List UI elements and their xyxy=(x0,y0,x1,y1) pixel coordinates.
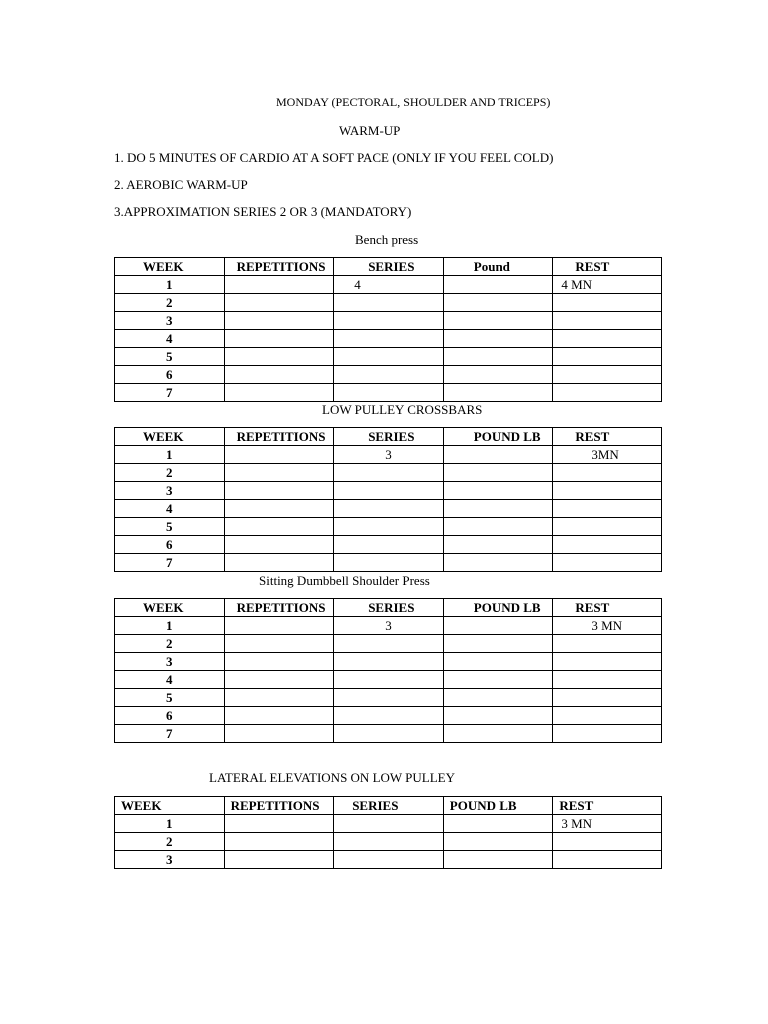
warmup-step-2: 2. AEROBIC WARM-UP xyxy=(114,177,248,192)
week-cell: 4 xyxy=(115,500,225,518)
week-cell: 1 xyxy=(115,276,225,294)
repetitions-cell[interactable] xyxy=(224,446,334,464)
table-row xyxy=(115,482,662,500)
series-cell[interactable] xyxy=(334,707,444,725)
table-row xyxy=(115,500,662,518)
week-cell: 5 xyxy=(115,518,225,536)
pound-cell[interactable] xyxy=(443,312,553,330)
header-rest: REST xyxy=(553,599,662,617)
rest-cell[interactable] xyxy=(553,330,662,348)
table-row xyxy=(115,384,662,402)
repetitions-cell[interactable] xyxy=(224,464,334,482)
rest-cell[interactable]: 3 MN xyxy=(553,617,662,635)
table-row xyxy=(115,536,662,554)
header-pound: Pound xyxy=(443,258,553,276)
series-cell[interactable] xyxy=(334,815,444,833)
rest-cell[interactable]: 3 MN xyxy=(553,815,662,833)
table-row xyxy=(115,348,662,366)
table-row xyxy=(115,833,662,851)
warmup-step-3: 3.APPROXIMATION SERIES 2 OR 3 (MANDATORY) xyxy=(114,204,412,219)
warmup-step-1: 1. DO 5 MINUTES OF CARDIO AT A SOFT PACE (ONLY IF YOU FEEL COLD) xyxy=(114,150,554,165)
table-row xyxy=(115,653,662,671)
series-cell[interactable] xyxy=(334,554,444,572)
week-cell: 6 xyxy=(115,707,225,725)
series-cell[interactable] xyxy=(334,312,444,330)
header-week: WEEK xyxy=(115,797,225,815)
pound-cell[interactable] xyxy=(443,518,553,536)
table-row xyxy=(115,276,662,294)
pound-cell[interactable] xyxy=(443,294,553,312)
series-cell[interactable] xyxy=(334,851,444,869)
week-cell: 1 xyxy=(115,617,225,635)
low-pulley-crossbars-table xyxy=(114,427,662,572)
series-cell[interactable]: 3 xyxy=(334,617,444,635)
header-repetitions: REPETITIONS xyxy=(224,258,334,276)
week-cell: 6 xyxy=(115,536,225,554)
table-row xyxy=(115,707,662,725)
rest-cell[interactable] xyxy=(553,518,662,536)
table-row xyxy=(115,815,662,833)
rest-cell[interactable]: 4 MN xyxy=(553,276,662,294)
table-header-row xyxy=(115,797,662,815)
header-series: SERIES xyxy=(334,797,444,815)
rest-cell[interactable] xyxy=(553,671,662,689)
table-row xyxy=(115,671,662,689)
repetitions-cell[interactable] xyxy=(224,384,334,402)
series-cell[interactable]: 4 xyxy=(334,276,444,294)
pound-cell[interactable] xyxy=(443,366,553,384)
header-repetitions: REPETITIONS xyxy=(224,797,334,815)
pound-cell[interactable] xyxy=(443,707,553,725)
header-repetitions: REPETITIONS xyxy=(224,599,334,617)
rest-cell[interactable] xyxy=(553,500,662,518)
table-row xyxy=(115,330,662,348)
sitting-dumbbell-shoulder-press-table xyxy=(114,598,662,743)
lateral-elevations-table xyxy=(114,796,662,869)
series-cell[interactable] xyxy=(334,330,444,348)
rest-cell[interactable] xyxy=(553,464,662,482)
pound-cell[interactable] xyxy=(443,815,553,833)
week-cell: 5 xyxy=(115,689,225,707)
rest-cell[interactable] xyxy=(553,554,662,572)
pound-cell[interactable] xyxy=(443,653,553,671)
page-title: MONDAY (PECTORAL, SHOULDER AND TRICEPS) xyxy=(276,95,551,109)
series-cell[interactable] xyxy=(334,518,444,536)
table-row xyxy=(115,464,662,482)
low-pulley-crossbars-caption: LOW PULLEY CROSSBARS xyxy=(322,402,483,417)
week-cell: 1 xyxy=(115,446,225,464)
table-row xyxy=(115,689,662,707)
bench-press-table xyxy=(114,257,662,402)
rest-cell[interactable]: 3MN xyxy=(553,446,662,464)
week-cell: 3 xyxy=(115,312,225,330)
repetitions-cell[interactable] xyxy=(224,536,334,554)
repetitions-cell[interactable] xyxy=(224,500,334,518)
pound-cell[interactable] xyxy=(443,500,553,518)
pound-cell[interactable] xyxy=(443,671,553,689)
repetitions-cell[interactable] xyxy=(224,330,334,348)
table-row xyxy=(115,635,662,653)
series-cell[interactable] xyxy=(334,294,444,312)
series-cell[interactable] xyxy=(334,464,444,482)
warmup-heading: WARM-UP xyxy=(339,123,401,138)
rest-cell[interactable] xyxy=(553,348,662,366)
table-row xyxy=(115,446,662,464)
series-cell[interactable] xyxy=(334,635,444,653)
repetitions-cell[interactable] xyxy=(224,294,334,312)
week-cell: 4 xyxy=(115,671,225,689)
header-series: SERIES xyxy=(334,428,444,446)
bench-press-caption: Bench press xyxy=(355,232,419,247)
pound-cell[interactable] xyxy=(443,348,553,366)
table-row xyxy=(115,617,662,635)
pound-cell[interactable] xyxy=(443,330,553,348)
table-row xyxy=(115,725,662,743)
repetitions-cell[interactable] xyxy=(224,348,334,366)
pound-cell[interactable] xyxy=(443,689,553,707)
repetitions-cell[interactable] xyxy=(224,366,334,384)
series-cell[interactable] xyxy=(334,725,444,743)
rest-cell[interactable] xyxy=(553,851,662,869)
series-cell[interactable] xyxy=(334,366,444,384)
series-cell[interactable] xyxy=(334,348,444,366)
table-header-row xyxy=(115,599,662,617)
pound-cell[interactable] xyxy=(443,635,553,653)
series-cell[interactable] xyxy=(334,689,444,707)
header-week: WEEK xyxy=(115,258,225,276)
repetitions-cell[interactable] xyxy=(224,725,334,743)
series-cell[interactable] xyxy=(334,833,444,851)
pound-cell[interactable] xyxy=(443,851,553,869)
repetitions-cell[interactable] xyxy=(224,671,334,689)
header-rest: REST xyxy=(553,258,662,276)
repetitions-cell[interactable] xyxy=(224,518,334,536)
series-cell[interactable] xyxy=(334,500,444,518)
week-cell: 2 xyxy=(115,294,225,312)
repetitions-cell[interactable] xyxy=(224,653,334,671)
header-pound-lb: POUND LB xyxy=(443,428,553,446)
week-cell: 3 xyxy=(115,482,225,500)
series-cell[interactable]: 3 xyxy=(334,446,444,464)
table-row xyxy=(115,366,662,384)
week-cell: 2 xyxy=(115,833,225,851)
pound-cell[interactable] xyxy=(443,384,553,402)
rest-cell[interactable] xyxy=(553,707,662,725)
pound-cell[interactable] xyxy=(443,276,553,294)
week-cell: 7 xyxy=(115,725,225,743)
rest-cell[interactable] xyxy=(553,536,662,554)
pound-cell[interactable] xyxy=(443,833,553,851)
week-cell: 5 xyxy=(115,348,225,366)
series-cell[interactable] xyxy=(334,671,444,689)
pound-cell[interactable] xyxy=(443,482,553,500)
repetitions-cell[interactable] xyxy=(224,312,334,330)
series-cell[interactable] xyxy=(334,482,444,500)
table-header-row xyxy=(115,258,662,276)
repetitions-cell[interactable] xyxy=(224,482,334,500)
week-cell: 3 xyxy=(115,851,225,869)
rest-cell[interactable] xyxy=(553,635,662,653)
pound-cell[interactable] xyxy=(443,554,553,572)
table-row xyxy=(115,312,662,330)
week-cell: 7 xyxy=(115,384,225,402)
series-cell[interactable] xyxy=(334,536,444,554)
repetitions-cell[interactable] xyxy=(224,617,334,635)
week-cell: 2 xyxy=(115,635,225,653)
week-cell: 4 xyxy=(115,330,225,348)
rest-cell[interactable] xyxy=(553,312,662,330)
repetitions-cell[interactable] xyxy=(224,815,334,833)
rest-cell[interactable] xyxy=(553,653,662,671)
rest-cell[interactable] xyxy=(553,482,662,500)
week-cell: 7 xyxy=(115,554,225,572)
header-repetitions: REPETITIONS xyxy=(224,428,334,446)
header-rest: REST xyxy=(553,428,662,446)
sitting-dumbbell-shoulder-press-caption: Sitting Dumbbell Shoulder Press xyxy=(259,573,430,588)
week-cell: 3 xyxy=(115,653,225,671)
repetitions-cell[interactable] xyxy=(224,689,334,707)
rest-cell[interactable] xyxy=(553,366,662,384)
header-rest: REST xyxy=(553,797,662,815)
repetitions-cell[interactable] xyxy=(224,635,334,653)
header-series: SERIES xyxy=(334,599,444,617)
pound-cell[interactable] xyxy=(443,536,553,554)
header-week: WEEK xyxy=(115,599,225,617)
rest-cell[interactable] xyxy=(553,833,662,851)
table-header-row xyxy=(115,428,662,446)
series-cell[interactable] xyxy=(334,653,444,671)
week-cell: 1 xyxy=(115,815,225,833)
header-series: SERIES xyxy=(334,258,444,276)
pound-cell[interactable] xyxy=(443,725,553,743)
repetitions-cell[interactable] xyxy=(224,276,334,294)
rest-cell[interactable] xyxy=(553,384,662,402)
rest-cell[interactable] xyxy=(553,725,662,743)
header-pound-lb: POUND LB xyxy=(443,599,553,617)
repetitions-cell[interactable] xyxy=(224,554,334,572)
table-row xyxy=(115,851,662,869)
rest-cell[interactable] xyxy=(553,294,662,312)
pound-cell[interactable] xyxy=(443,446,553,464)
repetitions-cell[interactable] xyxy=(224,851,334,869)
rest-cell[interactable] xyxy=(553,689,662,707)
header-pound-lb: POUND LB xyxy=(443,797,553,815)
pound-cell[interactable] xyxy=(443,464,553,482)
repetitions-cell[interactable] xyxy=(224,833,334,851)
week-cell: 6 xyxy=(115,366,225,384)
lateral-elevations-caption: LATERAL ELEVATIONS ON LOW PULLEY xyxy=(209,770,456,785)
repetitions-cell[interactable] xyxy=(224,707,334,725)
header-week: WEEK xyxy=(115,428,225,446)
table-row xyxy=(115,518,662,536)
pound-cell[interactable] xyxy=(443,617,553,635)
table-row xyxy=(115,294,662,312)
week-cell: 2 xyxy=(115,464,225,482)
table-row xyxy=(115,554,662,572)
series-cell[interactable] xyxy=(334,384,444,402)
